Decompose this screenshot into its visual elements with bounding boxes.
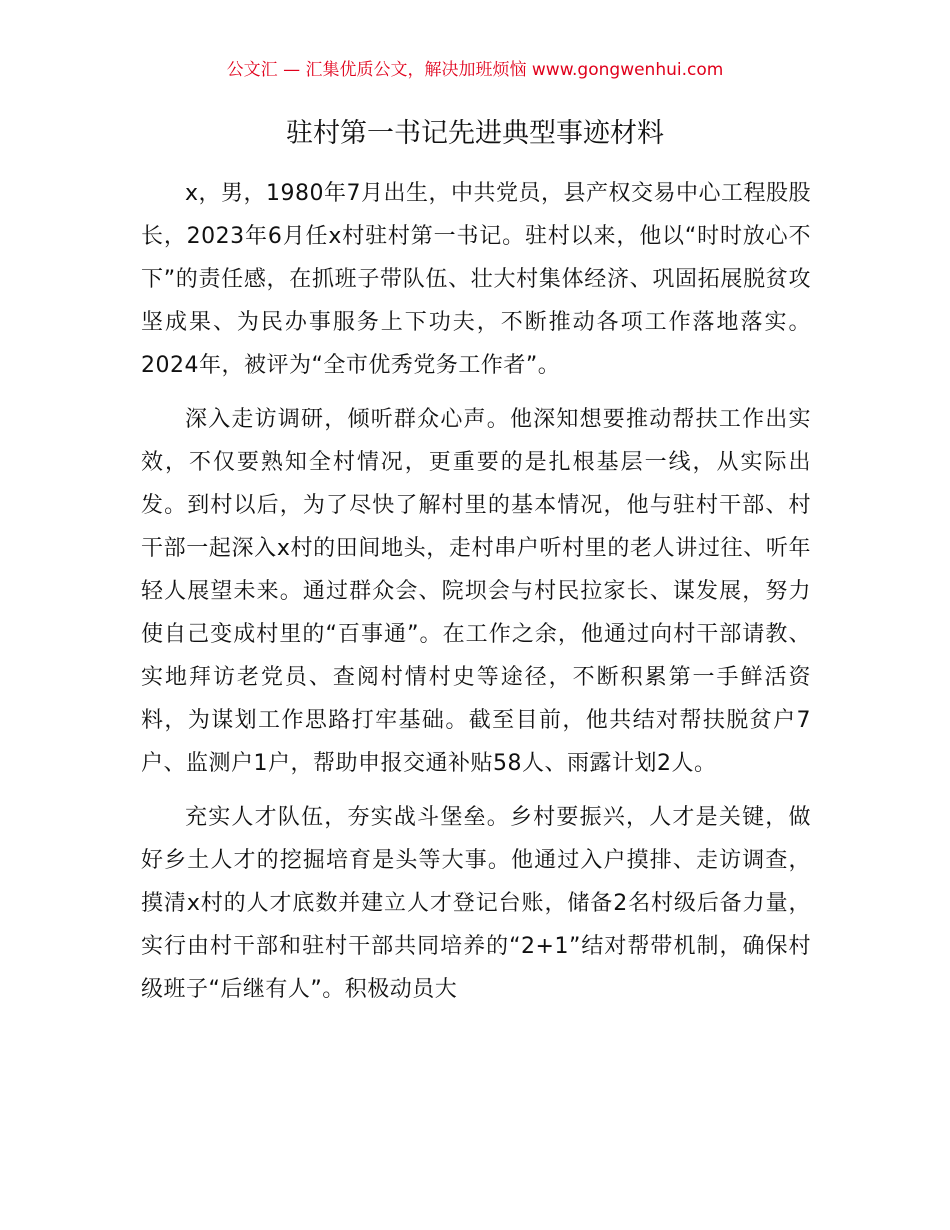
document-body	[141, 172, 811, 1022]
document-title: 驻村第一书记先进典型事迹材料	[286, 118, 664, 149]
paragraph-intro: x，男，1980年7月出生，中共党员，县产权交易中心工程股股长，2023年6月任x村驻村第一书记。驻村以来，他以“时时放心不下”的责任感，在抓班子带队伍、壮大村集体经济、巩固拓展脱贫攻坚成果、为民办事服务上下功夫，不断推动各项工作落地落实。2024年，被评为“全市优秀党务工作者”。	[141, 181, 812, 378]
paragraph-research: 深入走访调研，倾听群众心声。他深知想要推动帮扶工作出实效，不仅要熟知全村情况，更重要的是扎根基层一线，从实际出发。到村以后，为了尽快了解村里的基本情况，他与驻村干部、村干部一起深入x村的田间地头，走村串户听村里的老人讲过往、听年轻人展望未来。通过群众会、院坝会与村民拉家长、谋发展，努力使自己变成村里的“百事通”。在工作之余，他通过向村干部请教、实地拜访老党员、查阅村情村史等途径，不断积累第一手鲜活资料，为谋划工作思路打牢基础。截至目前，他共结对帮扶脱贫户7户、监测户1户，帮助申报交通补贴58人、雨露计划2人。	[141, 407, 811, 776]
site-banner: 公文汇 — 汇集优质公文，解决加班烦恼 www.gongwenhui.com	[226, 60, 724, 80]
paragraph-talent: 充实人才队伍，夯实战斗堡垒。乡村要振兴，人才是关键，做好乡土人才的挖掘培育是头等大事。他通过入户摸排、走访调查，摸清x村的人才底数并建立人才登记台账，储备2名村级后备力量，实行由村干部和驻村干部共同培养的“2+1”结对帮带机制，确保村级班子“后继有人”。积极动员大	[141, 805, 811, 1002]
